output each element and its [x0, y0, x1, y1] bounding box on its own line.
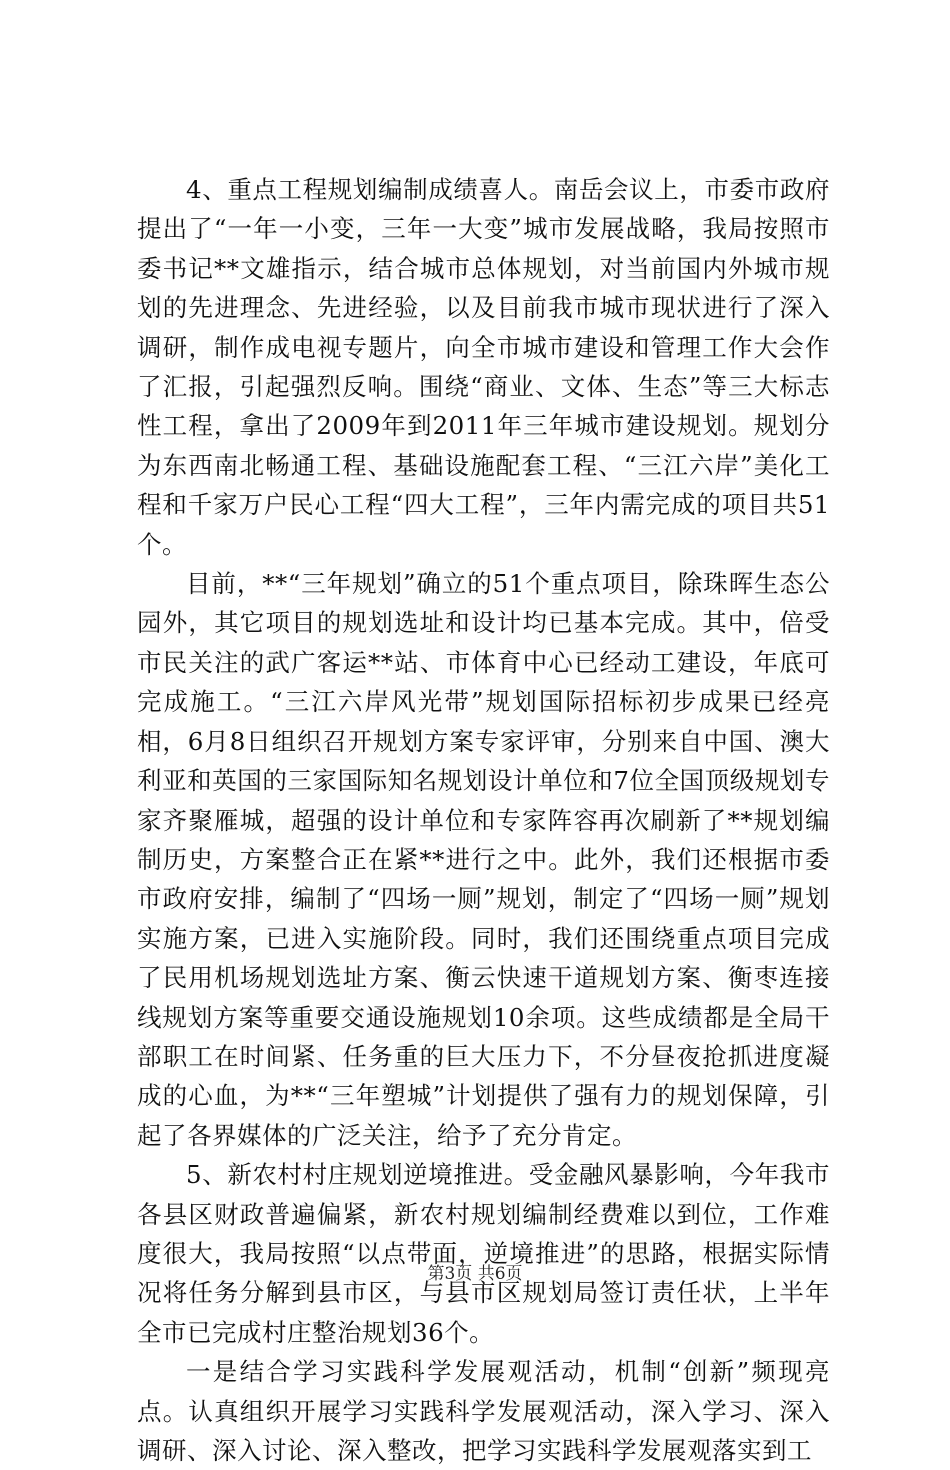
- paragraph-rural-planning: 5、新农村村庄规划逆境推进。受金融风暴影响，今年我市各县区财政普遍偏紧，新农村规划编制经费难以到位，工作难度很大，我局按照“以点带面，逆境推进”的思路，根据实际情况将任务分解到县市区，与县市区规划局签订责任状，上半年全市已完成村庄整治规划36个。: [137, 1160, 830, 1347]
- page-number-footer: 第3页 共6页: [427, 1264, 523, 1284]
- paragraph-three-year-plan: 目前，**“三年规划”确立的51个重点项目，除珠晖生态公园外，其它项目的规划选址和设计均已基本完成。其中，倍受市民关注的武广客运**站、市体育中心已经动工建设，年底可完成施工。“三江六岸风光带”规划国际招标初步成果已经亮相，6月8日组织召开规划方案专家评审，分别来自中国、澳大利亚和英国的三家国际知名规划设计单位和7位全国顶级规划专家齐聚雁城，超强的设计单位和专家阵容再次刷新了**规划编制历史，方案整合正在紧**进行之中。此外，我们还根据市委市政府安排，编制了“四场一厕”规划，制定了“四场一厕”规划实施方案，已进入实施阶段。同时，我们还围绕重点项目完成了民用机场规划选址方案、衡云快速干道规划方案、衡枣连接线规划方案等重要交通设施规划10余项。这些成绩都是全局干部职工在时间紧、任务重的巨大压力下，不分昼夜抢抓进度凝成的心血，为**“三年塑城”计划提供了强有力的规划保障，引起了各界媒体的广泛关注，给予了充分肯定。: [137, 569, 830, 1150]
- paragraph-key-projects: 4、重点工程规划编制成绩喜人。南岳会议上，市委市政府提出了“一年一小变，三年一大变”城市发展战略，我局按照市委书记**文雄指示，结合城市总体规划，对当前国内外城市规划的先进理念、先进经验，以及目前我市城市现状进行了深入调研，制作成电视专题片，向全市城市建设和管理工作大会作了汇报，引起强烈反响。围绕“商业、文体、生态”等三大标志性工程，拿出了2009年到2011年三年城市建设规划。规划分为东西南北畅通工程、基础设施配套工程、“三江六岸”美化工程和千家万户民心工程“四大工程”，三年内需完成的项目共51个。: [137, 175, 830, 559]
- paragraph-mechanism-innovation: 一是结合学习实践科学发展观活动，机制“创新”频现亮点。认真组织开展学习实践科学发展观活动，深入学习、深入调研、深入讨论、深入整改，把学习实践科学发展观落实到工: [137, 1357, 830, 1465]
